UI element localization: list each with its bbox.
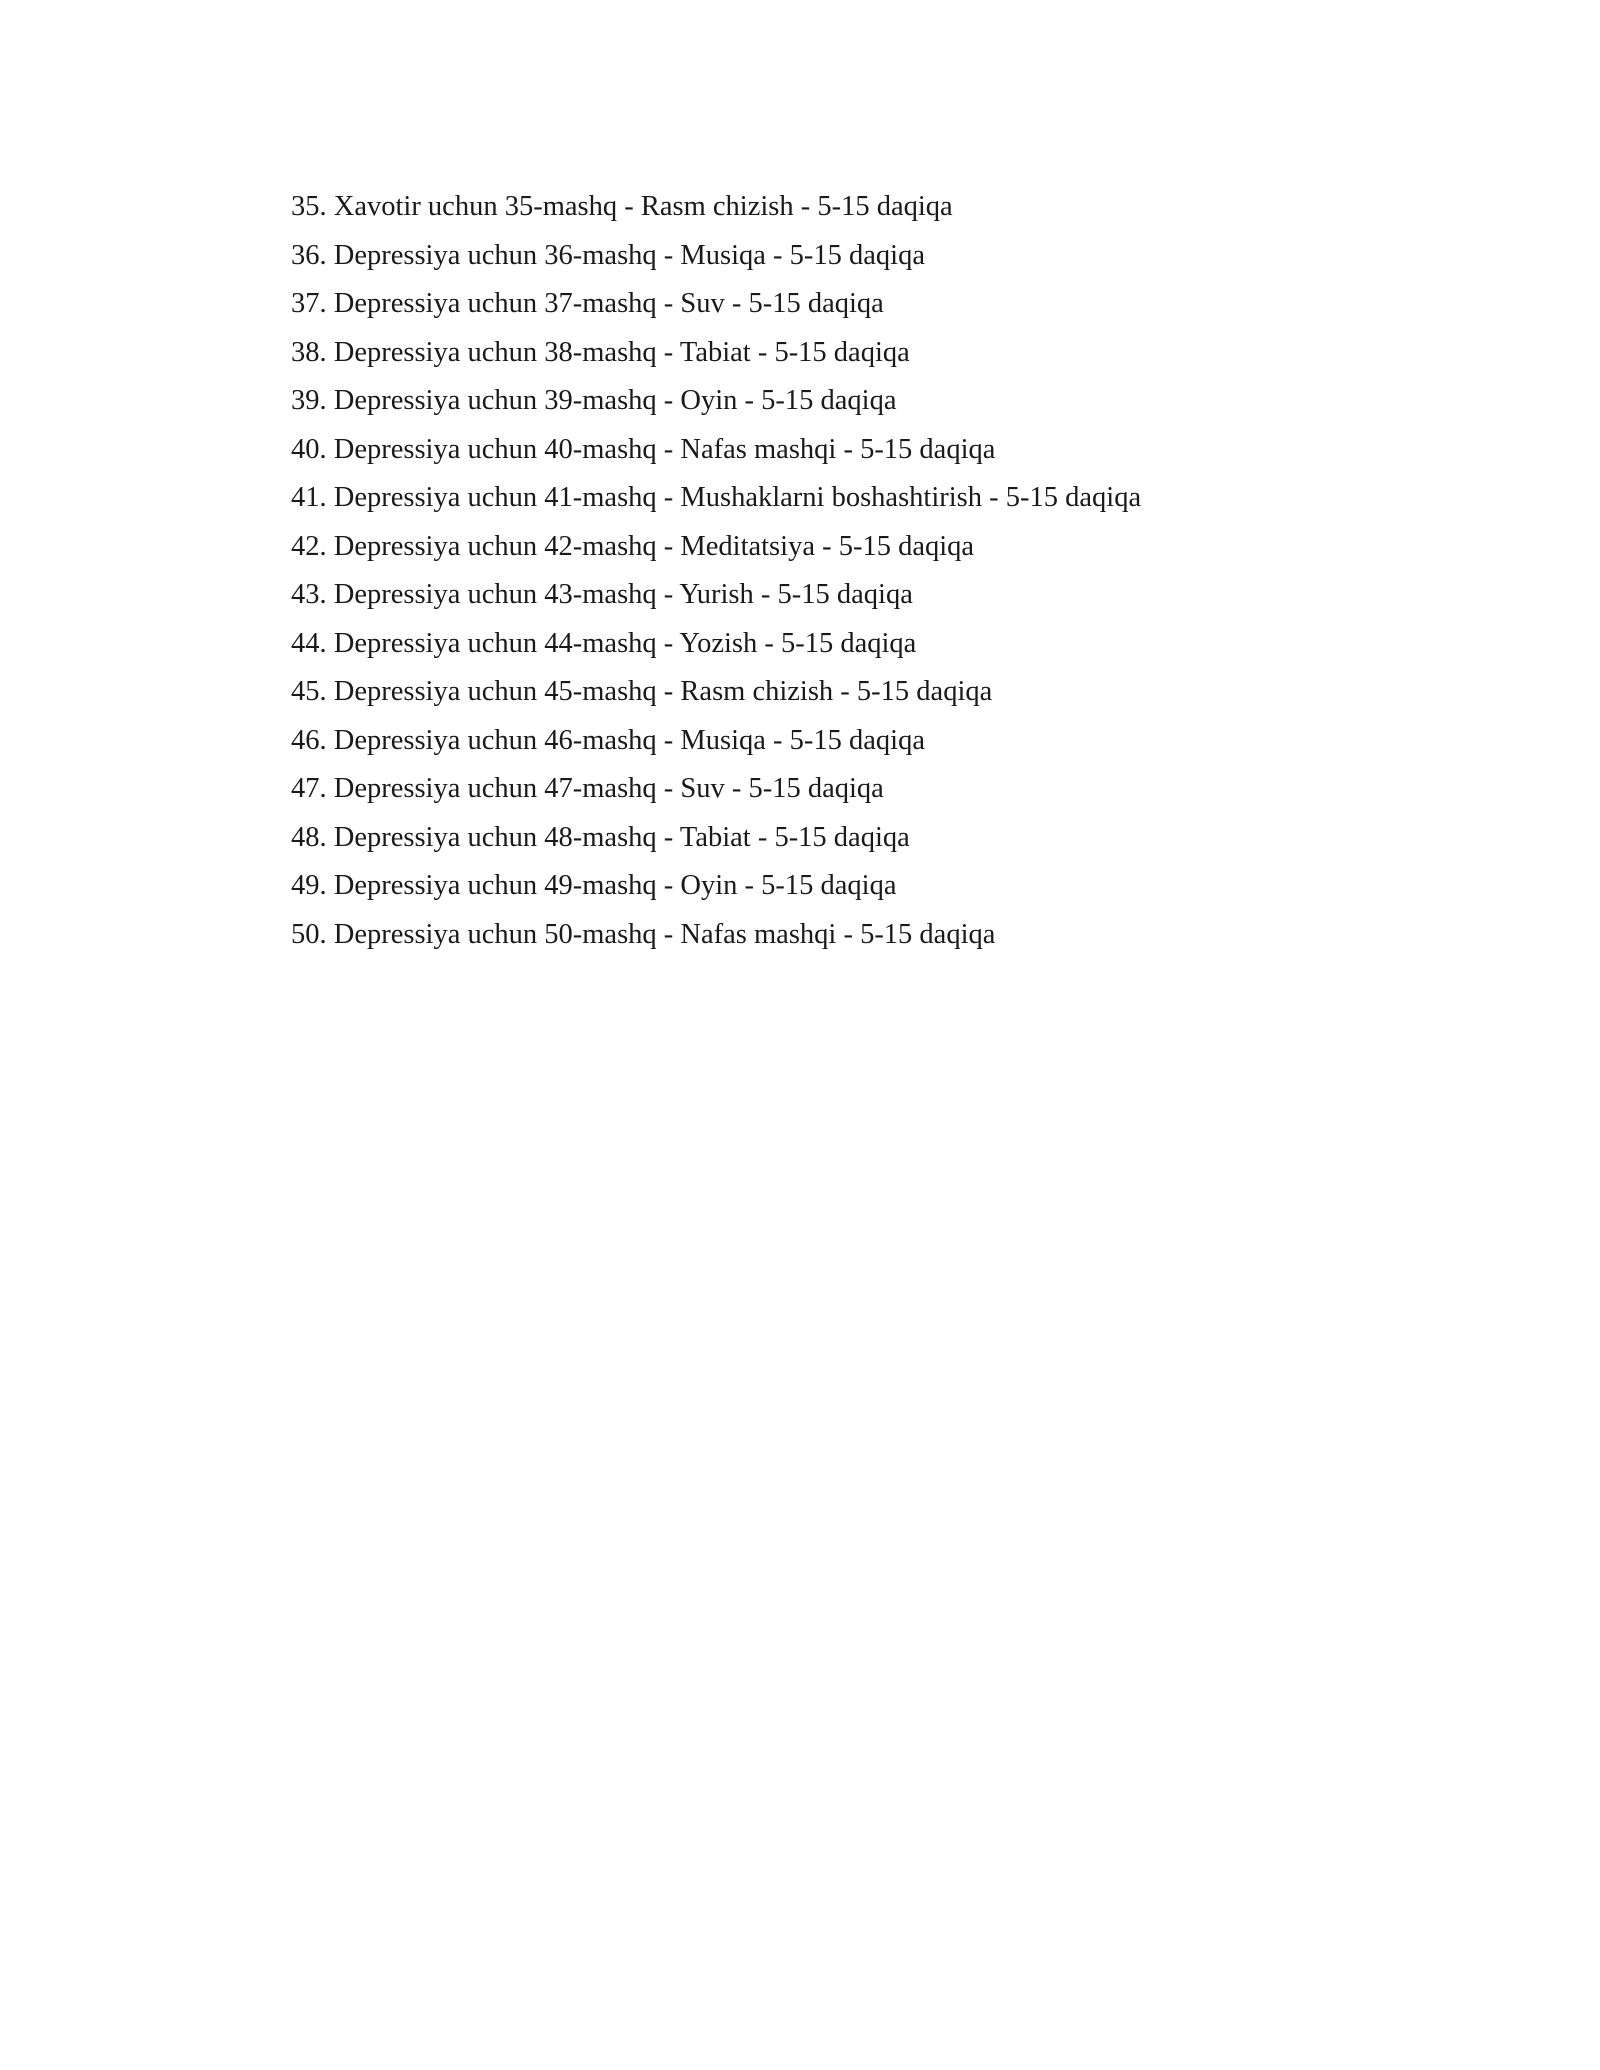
list-item: 41. Depressiya uchun 41-mashq - Mushaklarni boshashtirish - 5-15 daqiqa — [291, 482, 1142, 513]
exercise-list — [291, 183, 1141, 959]
list-item: 44. Depressiya uchun 44-mashq - Yozish - 5-15 daqiqa — [291, 627, 917, 659]
list-item: 39. Depressiya uchun 39-mashq - Oyin - 5-15 daqiqa — [291, 385, 897, 416]
list-item: 45. Depressiya uchun 45-mashq - Rasm chizish - 5-15 daqiqa — [291, 676, 993, 707]
list-item: 38. Depressiya uchun 38-mashq - Tabiat - 5-15 daqiqa — [291, 336, 910, 368]
list-item: 48. Depressiya uchun 48-mashq - Tabiat - 5-15 daqiqa — [291, 821, 910, 853]
list-item: 42. Depressiya uchun 42-mashq - Meditatsiya - 5-15 daqiqa — [291, 530, 975, 562]
list-item: 50. Depressiya uchun 50-mashq - Nafas mashqi - 5-15 daqiqa — [291, 918, 996, 950]
list-item: 46. Depressiya uchun 46-mashq - Musiqa - 5-15 daqiqa — [291, 724, 925, 756]
list-item: 49. Depressiya uchun 49-mashq - Oyin - 5-15 daqiqa — [291, 870, 897, 901]
list-item: 35. Xavotir uchun 35-mashq - Rasm chizish - 5-15 daqiqa — [291, 191, 953, 222]
list-item: 43. Depressiya uchun 43-mashq - Yurish - 5-15 daqiqa — [291, 579, 913, 610]
list-item: 37. Depressiya uchun 37-mashq - Suv - 5-15 daqiqa — [291, 288, 884, 319]
list-item: 36. Depressiya uchun 36-mashq - Musiqa - 5-15 daqiqa — [291, 239, 925, 271]
list-item: 47. Depressiya uchun 47-mashq - Suv - 5-15 daqiqa — [291, 773, 884, 804]
list-item: 40. Depressiya uchun 40-mashq - Nafas mashqi - 5-15 daqiqa — [291, 433, 996, 465]
